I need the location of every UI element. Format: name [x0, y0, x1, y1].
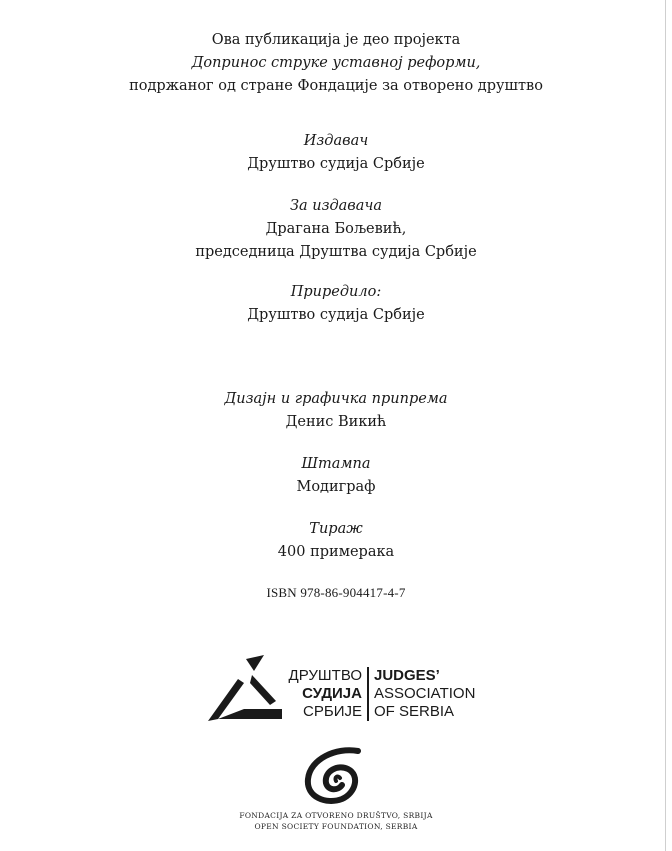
- spiral-icon: [296, 745, 376, 811]
- for-publisher-block: [0, 196, 672, 262]
- lat-line-2: ASSOCIATION: [374, 685, 476, 702]
- publisher-label: Издавач: [303, 133, 369, 149]
- design-value: Денис Викић: [285, 414, 387, 430]
- lat-line-1: JUDGES’: [374, 667, 440, 684]
- publisher-value: Друштво судија Србије: [247, 156, 425, 172]
- cyr-line-1: ДРУШТВО: [288, 667, 362, 684]
- for-publisher-role: председница Друштва судија Србије: [195, 244, 477, 260]
- intro-line-3: подржаног од стране Фондације за отворено друштво: [129, 78, 543, 94]
- lat-line-3: OF SERBIA: [374, 703, 455, 720]
- printing-block: [0, 454, 672, 497]
- publisher-block: [0, 131, 672, 174]
- prepared-by-block: [0, 282, 672, 325]
- prepared-by-label: Приредило:: [290, 284, 382, 300]
- latin-name: [374, 667, 475, 721]
- cyr-line-2: СУДИЈА: [302, 685, 362, 702]
- printing-label: Штампа: [301, 456, 371, 472]
- cyr-line-3: СРБИЈЕ: [303, 703, 362, 720]
- printing-value: Модиграф: [296, 479, 376, 495]
- isbn-block: [0, 583, 672, 603]
- osf-name-serbian: FONDACIJA ZA OTVORENO DRUŠTVO, SRBIJA: [239, 811, 433, 820]
- for-publisher-label: За издавача: [289, 198, 383, 214]
- print-run-value: 400 примерака: [277, 544, 395, 560]
- triangle-mark-icon: [204, 653, 284, 723]
- print-run-label: Тираж: [309, 521, 363, 537]
- cyrillic-name: [282, 667, 362, 721]
- prepared-by-value: Друштво судија Србије: [247, 307, 425, 323]
- print-run-block: [0, 519, 672, 562]
- logo-divider: [367, 667, 369, 721]
- judges-association-logo: [204, 653, 474, 725]
- isbn: ISBN 978-86-904417-4-7: [266, 585, 406, 600]
- design-label: Дизајн и графичка припрема: [224, 391, 448, 407]
- intro-line-1: Ова публикација је део пројекта: [211, 32, 461, 48]
- design-block: [0, 389, 672, 432]
- project-title: Допринос струке уставној реформи,: [191, 55, 481, 71]
- osf-name-english: OPEN SOCIETY FOUNDATION, SERBIA: [254, 822, 418, 831]
- intro-block: [0, 30, 672, 96]
- osf-logo: [296, 745, 376, 815]
- for-publisher-name: Драгана Бољевић,: [265, 221, 407, 237]
